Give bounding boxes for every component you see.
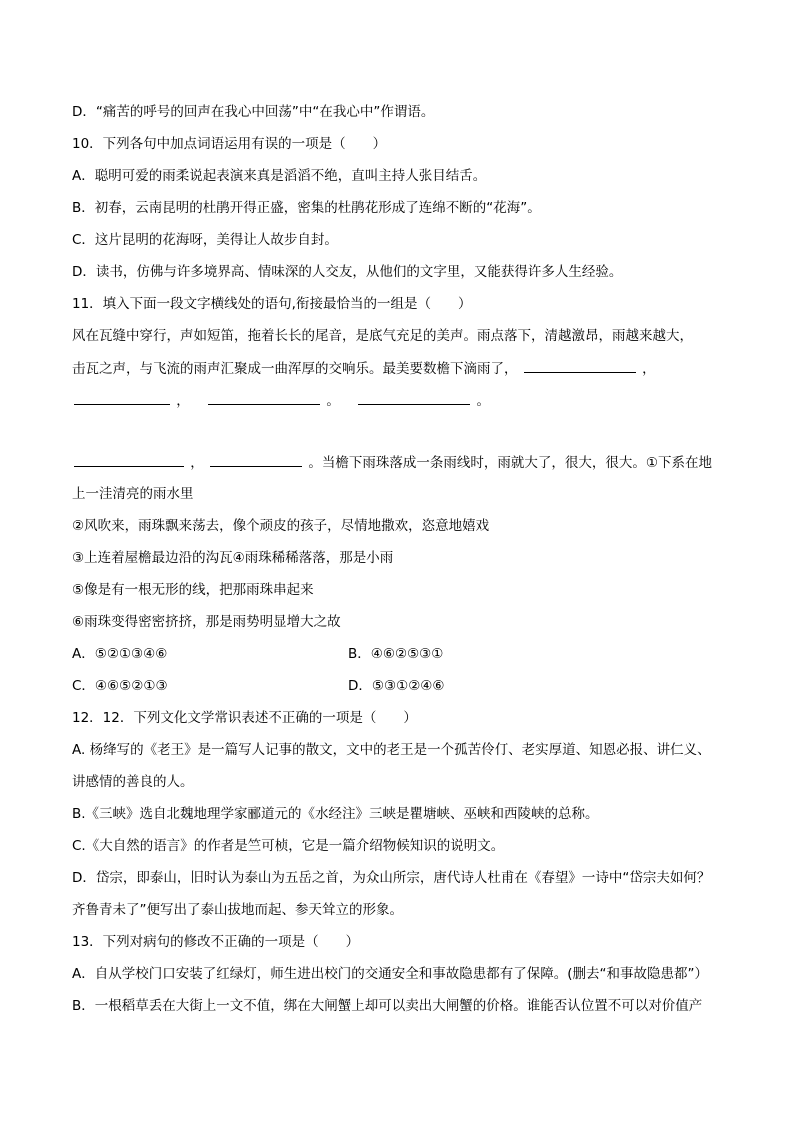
punctuation: ， (190, 455, 204, 471)
passage-line (72, 390, 490, 411)
q11-option-a: A．⑤②①③④⑥ (72, 646, 168, 662)
punctuation: 。 (326, 393, 340, 409)
q11-option-row (72, 676, 168, 696)
q13-option-a: A．自从学校门口安装了红绿灯，师生进出校门的交通安全和事故隐患都有了保障。(删去“和事故隐患都”） (72, 966, 708, 982)
sentence-item: ⑥雨珠变得密密挤挤，那是雨势明显增大之故 (72, 614, 341, 630)
q11-option-d: D．⑤③①②④⑥ (348, 678, 445, 694)
q10-option-a: A．聪明可爱的雨柔说起表演来真是滔滔不绝，直叫主持人张目结舌。 (72, 168, 487, 184)
q11-option-b: B．④⑥②⑤③① (348, 646, 444, 662)
passage-line: 风在瓦缝中穿行，声如短笛，拖着长长的尾音，是底气充足的美声。雨点落下，清越激昂，雨越来越大， (72, 328, 693, 344)
q12-option-a: A. 杨绛写的《老王》是一篇写人记事的散文，文中的老王是一个孤苦伶仃、老实厚道、知恩必报、讲仁义、 (72, 742, 711, 758)
blank-4 (358, 390, 470, 405)
passage-line (72, 358, 656, 379)
punctuation: 。 (476, 393, 490, 409)
q13-option-b: B．一根稻草丢在大街上一文不值，绑在大闸蟹上却可以卖出大闸蟹的价格。谁能否认位置不可以对价值产 (72, 998, 703, 1014)
sentence-item: ⑤像是有一根无形的线，把那雨珠串起来 (72, 582, 314, 598)
q12-option-a-cont: 讲感情的善良的人。 (72, 774, 194, 790)
q12-option-d-cont: 齐鲁青未了”便写出了泰山拔地而起、参天耸立的形象。 (72, 902, 403, 918)
question-13-stem: 13．下列对病句的修改不正确的一项是（ ） (72, 934, 360, 950)
q12-option-c: C.《大自然的语言》的作者是竺可桢，它是一篇介绍物候知识的说明文。 (72, 838, 505, 854)
blank-5 (74, 452, 184, 467)
q10-option-c: C．这片昆明的花海呀，美得让人故步自封。 (72, 232, 338, 248)
q11-option-row (72, 644, 167, 664)
question-10-stem: 10．下列各句中加点词语运用有误的一项是（ ） (72, 136, 387, 152)
q10-option-b: B．初春，云南昆明的杜鹃开得正盛，密集的杜鹃花形成了连绵不断的“花海”。 (72, 200, 541, 216)
blank-6 (210, 452, 302, 467)
sentence-item: ③上连着屋檐最边沿的沟瓦④雨珠稀稀落落，那是小雨 (72, 550, 394, 566)
blank-2 (74, 390, 170, 405)
q12-option-b: B.《三峡》选自北魏地理学家郦道元的《水经注》三峡是瞿塘峡、巫峡和西陵峡的总称。 (72, 806, 599, 822)
passage-text: 。当檐下雨珠落成一条雨线时，雨就大了，很大，很大。①下系在地 (308, 455, 712, 471)
sentence-item: ②风吹来，雨珠飘来荡去，像个顽皮的孩子，尽情地撒欢，恣意地嬉戏 (72, 518, 490, 534)
punctuation: ， (642, 361, 656, 377)
punctuation: ， (176, 393, 190, 409)
passage-line (72, 452, 712, 473)
sentence-item: 上一洼清亮的雨水里 (72, 486, 194, 502)
question-11-stem: 11．填入下面一段文字横线处的语句,衔接最恰当的一组是（ ） (72, 296, 472, 312)
q11-option-c: C．④⑥⑤②①③ (72, 678, 168, 694)
blank-1 (524, 358, 636, 373)
q10-option-d: D．读书，仿佛与许多境界高、情味深的人交友，从他们的文字里，又能获得许多人生经验。 (72, 264, 623, 280)
text-line: D．“痛苦的呼号的回声在我心中回荡”中“在我心中”作谓语。 (72, 104, 435, 120)
passage-text: 击瓦之声，与飞流的雨声汇聚成一曲浑厚的交响乐。最美要数檐下滴雨了， (72, 361, 518, 377)
q12-option-d: D．岱宗，即泰山，旧时认为泰山为五岳之首，为众山所宗，唐代诗人杜甫在《春望》一诗中“岱宗夫如何？ (72, 870, 711, 886)
question-12-stem: 12．12．下列文化文学常识表述不正确的一项是（ ） (72, 710, 417, 726)
blank-3 (208, 390, 320, 405)
